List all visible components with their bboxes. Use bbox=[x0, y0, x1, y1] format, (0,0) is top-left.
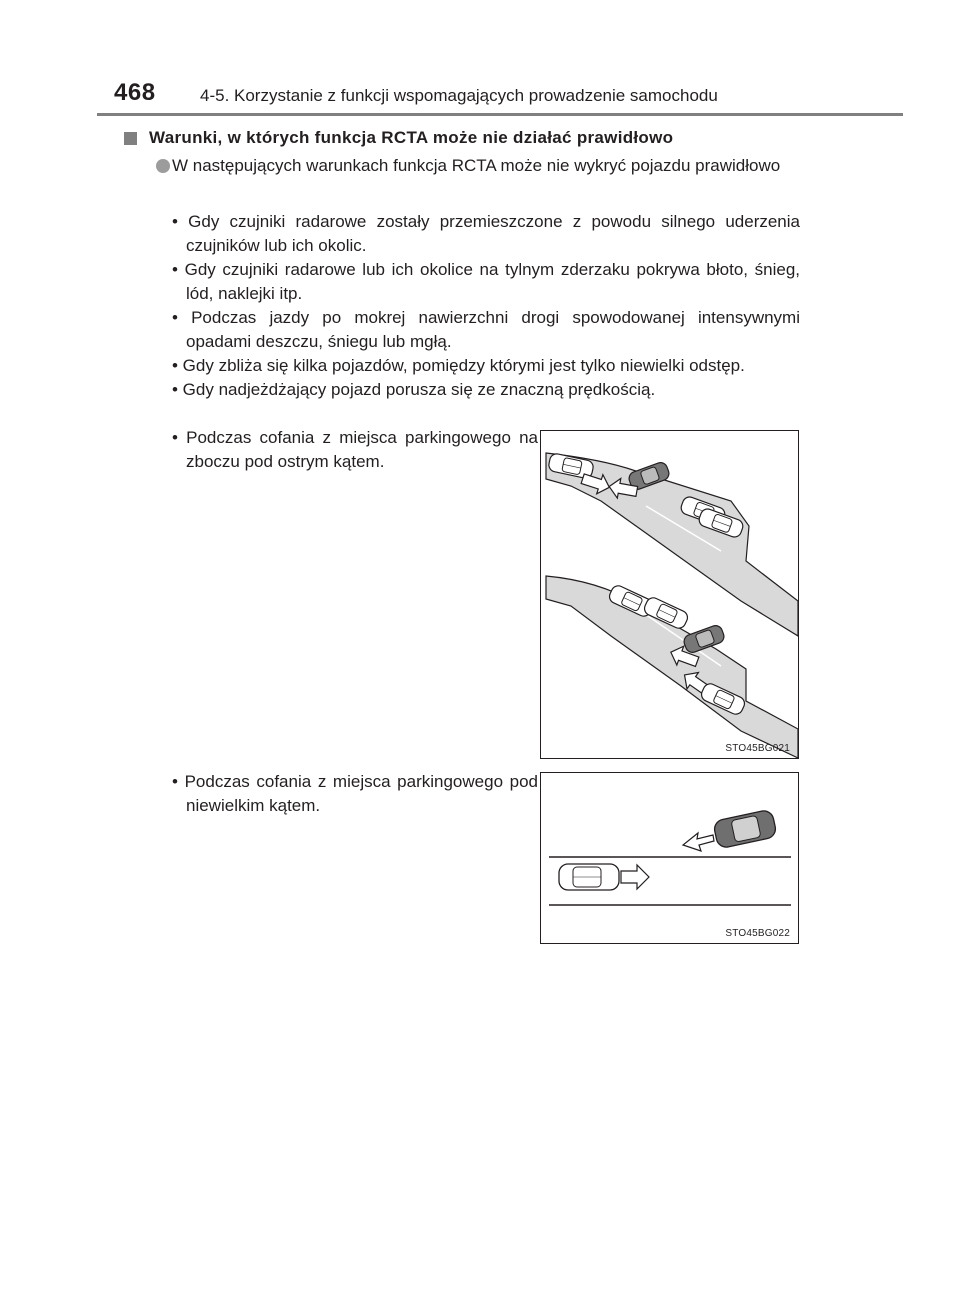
list-item: • Gdy nadjeżdżający pojazd porusza się ze znaczną prędkością. bbox=[172, 380, 656, 399]
list-item: • Gdy zbliża się kilka pojazdów, pomiędzy którymi jest tylko niewielki odstęp. bbox=[172, 356, 745, 375]
list-item: • Podczas jazdy po mokrej nawierzchni drogi spowodowanej intensywnymi opadami deszczu, śniegu lub mgłą. bbox=[172, 308, 800, 351]
circle-icon bbox=[156, 159, 170, 173]
list-item-shallow: • Podczas cofania z miejsca parkingowego pod niewielkim kątem. bbox=[172, 772, 538, 815]
figure-slope-parking bbox=[540, 430, 799, 759]
page-number: 468 bbox=[114, 79, 156, 106]
intro-text: W następujących warunkach funkcja RCTA może nie wykryć pojazdu prawidłowo bbox=[172, 156, 781, 175]
section-title bbox=[124, 128, 673, 148]
header-divider bbox=[97, 113, 903, 116]
conditions-list bbox=[172, 210, 800, 402]
page-header bbox=[0, 0, 960, 120]
figure-code: STO45BG022 bbox=[725, 928, 790, 939]
slope-illustration bbox=[541, 431, 798, 758]
chapter-title: 4-5. Korzystanie z funkcji wspomagających prowadzenie samochodu bbox=[200, 86, 718, 105]
list-item: • Gdy czujniki radarowe lub ich okolice na tylnym zderzaku pokrywa błoto, śnieg, lód, naklejki itp. bbox=[172, 260, 800, 303]
figure-shallow-parking bbox=[540, 772, 799, 944]
square-icon bbox=[124, 132, 137, 145]
figure-code: STO45BG021 bbox=[725, 743, 790, 754]
list-item-slope: • Podczas cofania z miejsca parkingowego na zboczu pod ostrym kątem. bbox=[172, 428, 538, 471]
section-title-text: Warunki, w których funkcja RCTA może nie działać prawidłowo bbox=[149, 128, 674, 147]
list-item: • Gdy czujniki radarowe zostały przemieszczone z powodu silnego uderzenia czujników lub ich okolic. bbox=[172, 212, 800, 255]
shallow-illustration bbox=[541, 773, 798, 943]
